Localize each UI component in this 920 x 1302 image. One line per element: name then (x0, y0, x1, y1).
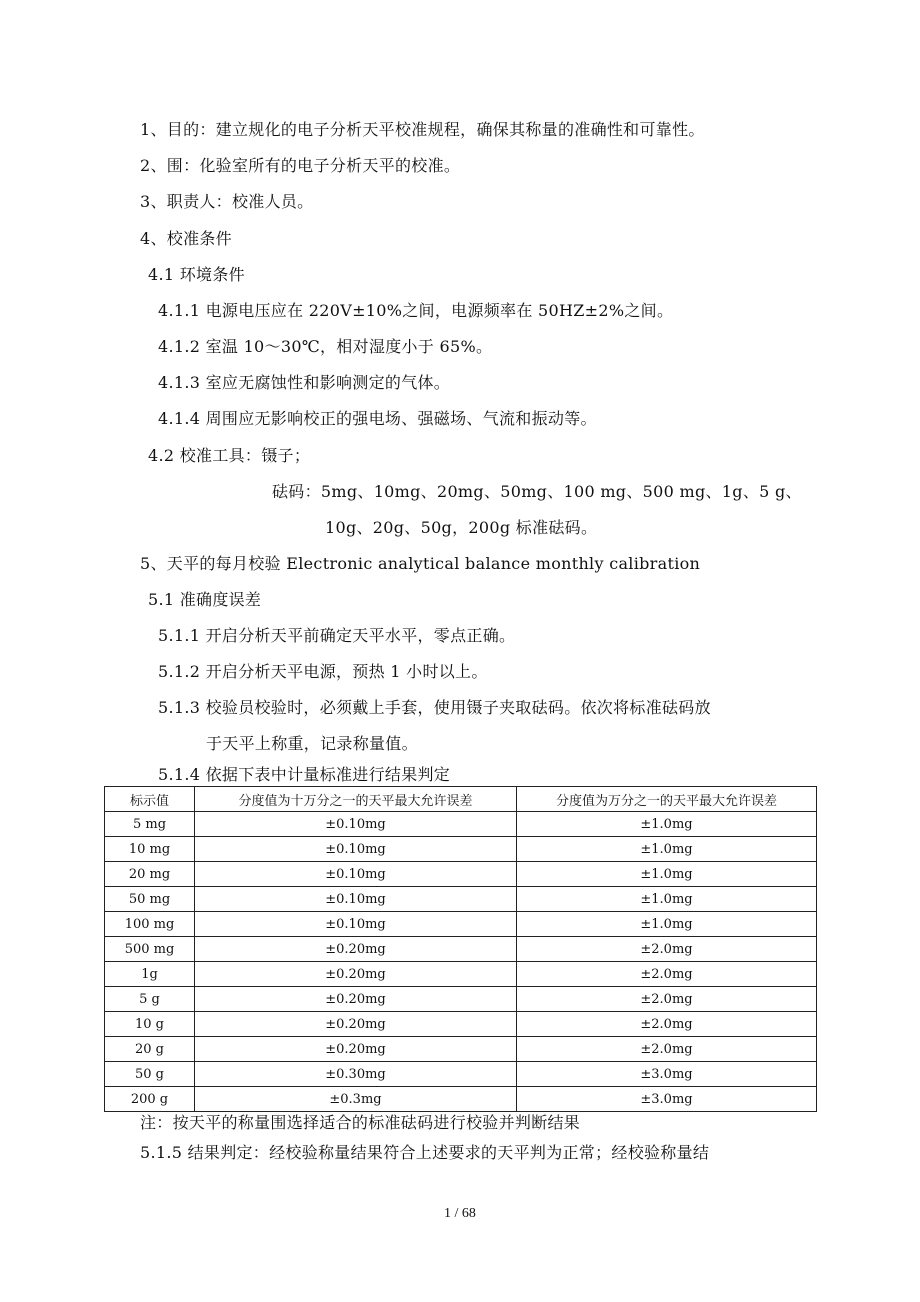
section-5-1-5: 5.1.5 结果判定：经校验称量结果符合上述要求的天平判为正常；经校验称量结 (140, 1143, 710, 1162)
cell-tolerance-standard: ±2.0mg (517, 987, 817, 1012)
page-number: 1 / 68 (444, 1206, 476, 1221)
cell-tolerance-fine: ±0.20mg (195, 937, 517, 962)
table-row (105, 862, 817, 887)
cell-tolerance-fine: ±0.20mg (195, 1037, 517, 1062)
table-row (105, 962, 817, 987)
section-4-1-3: 4.1.3 室应无腐蚀性和影响测定的气体。 (158, 373, 451, 392)
section-5-heading: 5、天平的每月校验 Electronic analytical balance monthly calibration (140, 554, 701, 573)
cell-nominal-value: 50 mg (105, 887, 195, 912)
section-5-1-4: 5.1.4 依据下表中计量标准进行结果判定 (158, 765, 451, 784)
cell-tolerance-standard: ±2.0mg (517, 937, 817, 962)
section-4-2-weights-line-2: 10g、20g、50g，200g 标准砝码。 (325, 518, 598, 537)
section-2-scope: 2、围：化验室所有的电子分析天平的校准。 (140, 156, 461, 175)
table-row (105, 812, 817, 837)
cell-nominal-value: 500 mg (105, 937, 195, 962)
column-header-0-1mg-balance: 分度值为万分之一的天平最大允许误差 (517, 787, 817, 812)
cell-nominal-value: 10 g (105, 1012, 195, 1037)
table-row (105, 1037, 817, 1062)
cell-tolerance-standard: ±2.0mg (517, 962, 817, 987)
cell-nominal-value: 20 g (105, 1037, 195, 1062)
section-4-1-heading: 4.1 环境条件 (148, 265, 245, 284)
cell-tolerance-standard: ±2.0mg (517, 1012, 817, 1037)
table-row (105, 887, 817, 912)
cell-nominal-value: 100 mg (105, 912, 195, 937)
section-5-1-3-line-2: 于天平上称重，记录称量值。 (206, 734, 418, 753)
table-row (105, 937, 817, 962)
cell-tolerance-standard: ±1.0mg (517, 837, 817, 862)
column-header-0-01mg-balance: 分度值为十万分之一的天平最大允许误差 (195, 787, 517, 812)
cell-tolerance-standard: ±2.0mg (517, 1037, 817, 1062)
cell-nominal-value: 1g (105, 962, 195, 987)
cell-nominal-value: 20 mg (105, 862, 195, 887)
cell-tolerance-fine: ±0.10mg (195, 837, 517, 862)
cell-tolerance-fine: ±0.30mg (195, 1062, 517, 1087)
tolerance-table (104, 786, 817, 1112)
cell-nominal-value: 200 g (105, 1087, 195, 1112)
section-5-1-3-line-1: 5.1.3 校验员校验时，必须戴上手套，使用镊子夹取砝码。依次将标准砝码放 (158, 698, 711, 717)
table-row (105, 1087, 817, 1112)
section-4-1-1: 4.1.1 电源电压应在 220V±10%之间，电源频率在 50HZ±2%之间。 (158, 301, 674, 320)
table-row (105, 912, 817, 937)
cell-tolerance-standard: ±1.0mg (517, 862, 817, 887)
section-4-1-2: 4.1.2 室温 10～30℃，相对湿度小于 65%。 (158, 337, 493, 356)
section-3-responsibility: 3、职责人：校准人员。 (140, 192, 314, 211)
cell-tolerance-fine: ±0.20mg (195, 962, 517, 987)
table-note: 注：按天平的称量围选择适合的标准砝码进行校验并判断结果 (140, 1113, 581, 1132)
section-5-1-heading: 5.1 准确度误差 (148, 590, 262, 609)
table-header-row (105, 787, 817, 812)
cell-nominal-value: 50 g (105, 1062, 195, 1087)
cell-tolerance-standard: ±1.0mg (517, 812, 817, 837)
table-row (105, 987, 817, 1012)
section-4-heading: 4、校准条件 (140, 229, 232, 248)
cell-tolerance-standard: ±1.0mg (517, 912, 817, 937)
cell-tolerance-fine: ±0.10mg (195, 887, 517, 912)
cell-tolerance-fine: ±0.10mg (195, 812, 517, 837)
cell-nominal-value: 10 mg (105, 837, 195, 862)
cell-tolerance-standard: ±3.0mg (517, 1062, 817, 1087)
section-4-2-weights-line-1: 砝码：5mg、10mg、20mg、50mg、100 mg、500 mg、1g、5 g、 (272, 482, 802, 501)
table-row (105, 837, 817, 862)
cell-tolerance-fine: ±0.10mg (195, 912, 517, 937)
cell-tolerance-fine: ±0.20mg (195, 987, 517, 1012)
section-4-2-heading: 4.2 校准工具：镊子； (148, 446, 311, 465)
cell-tolerance-standard: ±3.0mg (517, 1087, 817, 1112)
section-1-purpose: 1、目的：建立规化的电子分析天平校准规程，确保其称量的准确性和可靠性。 (140, 120, 705, 139)
section-5-1-2: 5.1.2 开启分析天平电源，预热 1 小时以上。 (158, 662, 488, 681)
cell-nominal-value: 5 g (105, 987, 195, 1012)
table-row (105, 1062, 817, 1087)
cell-nominal-value: 5 mg (105, 812, 195, 837)
section-5-1-1: 5.1.1 开启分析天平前确定天平水平，零点正确。 (158, 626, 516, 645)
column-header-nominal-value: 标示值 (105, 787, 195, 812)
cell-tolerance-fine: ±0.10mg (195, 862, 517, 887)
cell-tolerance-fine: ±0.20mg (195, 1012, 517, 1037)
table-row (105, 1012, 817, 1037)
cell-tolerance-standard: ±1.0mg (517, 887, 817, 912)
section-4-1-4: 4.1.4 周围应无影响校正的强电场、强磁场、气流和振动等。 (158, 409, 597, 428)
cell-tolerance-fine: ±0.3mg (195, 1087, 517, 1112)
